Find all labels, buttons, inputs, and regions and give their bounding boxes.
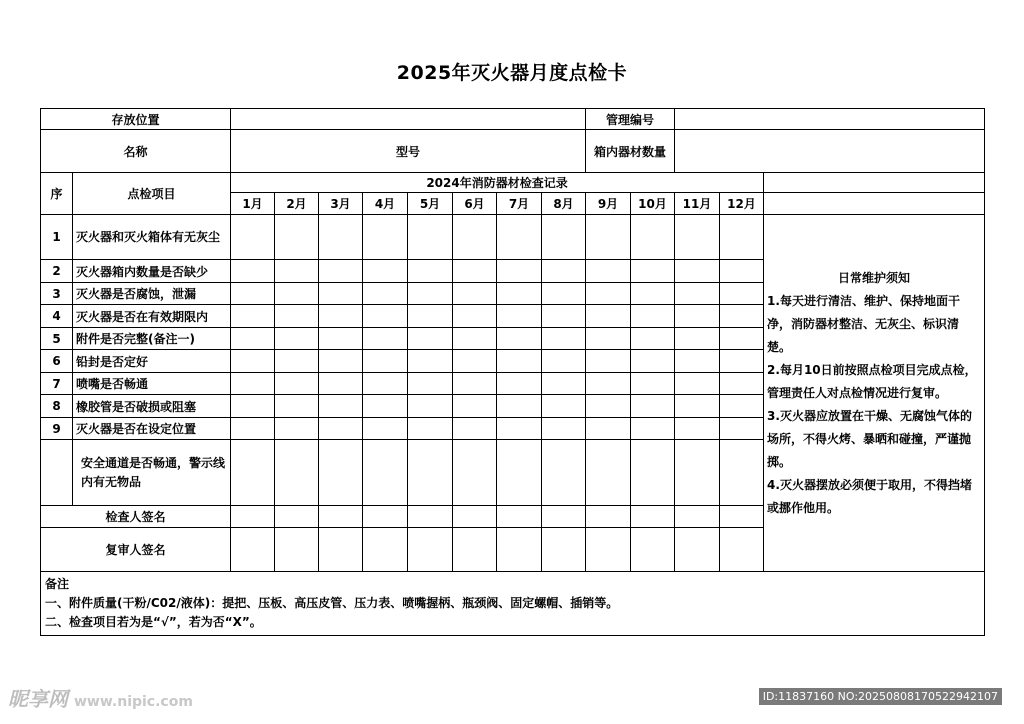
month-header: 6月 [453, 193, 497, 215]
check-cell[interactable] [275, 395, 319, 418]
check-cell[interactable] [453, 328, 497, 350]
check-cell[interactable] [631, 215, 675, 260]
month-header: 3月 [319, 193, 363, 215]
item-text: 橡胶管是否破损或阻塞 [73, 395, 231, 418]
check-cell[interactable] [542, 440, 586, 506]
check-cell[interactable] [319, 395, 363, 418]
check-cell[interactable] [497, 215, 542, 260]
maintenance-notes [764, 215, 985, 572]
signature-cell[interactable] [453, 506, 497, 528]
footer-note: 一、附件质量(干粉/C02/液体)：提把、压板、高压皮管、压力表、喷嘴握柄、瓶颈阀、固定螺帽、插销等。 [45, 596, 619, 610]
item-no: 4 [41, 305, 73, 328]
check-cell[interactable] [408, 350, 453, 373]
month-header: 9月 [586, 193, 631, 215]
signature-cell[interactable] [363, 506, 408, 528]
check-cell[interactable] [408, 260, 453, 283]
check-cell[interactable] [275, 260, 319, 283]
check-cell[interactable] [363, 440, 408, 506]
check-cell[interactable] [631, 418, 675, 440]
check-cell[interactable] [675, 283, 720, 305]
check-cell[interactable] [319, 440, 363, 506]
item-no: 5 [41, 328, 73, 350]
month-header: 11月 [675, 193, 720, 215]
check-cell[interactable] [720, 440, 764, 506]
check-cell[interactable] [497, 395, 542, 418]
check-cell[interactable] [408, 328, 453, 350]
check-cell[interactable] [408, 418, 453, 440]
check-cell[interactable] [675, 215, 720, 260]
footer-notes [41, 572, 985, 636]
signature-cell[interactable] [408, 528, 453, 572]
check-cell[interactable] [408, 440, 453, 506]
signature-cell[interactable] [231, 528, 275, 572]
item-text: 安全通道是否畅通，警示线内有无物品 [73, 440, 231, 506]
grid-header-row [41, 173, 985, 193]
month-header: 4月 [363, 193, 408, 215]
check-cell[interactable] [631, 350, 675, 373]
item-no: 6 [41, 350, 73, 373]
check-cell[interactable] [586, 328, 631, 350]
item-row [41, 215, 985, 260]
check-cell[interactable] [720, 418, 764, 440]
check-cell[interactable] [586, 350, 631, 373]
check-cell[interactable] [231, 418, 275, 440]
check-cell[interactable] [542, 215, 586, 260]
seq-header: 序 [41, 173, 73, 215]
signature-cell[interactable] [319, 528, 363, 572]
item-text: 附件是否完整(备注一) [73, 328, 231, 350]
signature-cell[interactable] [453, 528, 497, 572]
check-cell[interactable] [542, 395, 586, 418]
footer-row [41, 572, 985, 636]
month-header: 5月 [408, 193, 453, 215]
signature-cell[interactable] [497, 528, 542, 572]
check-cell[interactable] [275, 328, 319, 350]
check-cell[interactable] [408, 305, 453, 328]
check-cell[interactable] [675, 418, 720, 440]
check-cell[interactable] [363, 350, 408, 373]
header-row-name [41, 130, 985, 173]
check-cell[interactable] [363, 283, 408, 305]
reviewer-label: 复审人签名 [41, 528, 231, 572]
check-cell[interactable] [586, 440, 631, 506]
box-count-value-cell[interactable] [675, 130, 985, 173]
signature-cell[interactable] [675, 528, 720, 572]
check-cell[interactable] [586, 283, 631, 305]
item-no: 1 [41, 215, 73, 260]
check-cell[interactable] [631, 395, 675, 418]
check-cell[interactable] [363, 260, 408, 283]
check-cell[interactable] [363, 373, 408, 395]
item-no: 3 [41, 283, 73, 305]
check-cell[interactable] [720, 283, 764, 305]
check-cell[interactable] [453, 350, 497, 373]
check-cell[interactable] [586, 373, 631, 395]
item-text: 灭火器箱内数量是否缺少 [73, 260, 231, 283]
check-cell[interactable] [453, 305, 497, 328]
check-cell[interactable] [408, 373, 453, 395]
check-cell[interactable] [542, 328, 586, 350]
item-no: 9 [41, 418, 73, 440]
check-cell[interactable] [675, 260, 720, 283]
check-cell[interactable] [675, 440, 720, 506]
month-header: 12月 [720, 193, 764, 215]
check-cell[interactable] [542, 418, 586, 440]
check-cell[interactable] [319, 328, 363, 350]
check-cell[interactable] [720, 260, 764, 283]
signature-cell[interactable] [675, 506, 720, 528]
check-cell[interactable] [453, 395, 497, 418]
watermark-brand [8, 683, 193, 712]
check-cell[interactable] [631, 328, 675, 350]
check-cell[interactable] [453, 260, 497, 283]
item-text: 喷嘴是否畅通 [73, 373, 231, 395]
check-cell[interactable] [275, 305, 319, 328]
items-header: 点检项目 [73, 173, 231, 215]
check-cell[interactable] [675, 305, 720, 328]
signature-cell[interactable] [408, 506, 453, 528]
check-cell[interactable] [720, 305, 764, 328]
month-header: 1月 [231, 193, 275, 215]
check-cell[interactable] [231, 373, 275, 395]
watermark-site: www.nipic.com [74, 694, 193, 710]
item-text: 灭火器和灭火箱体有无灰尘 [73, 215, 231, 260]
check-cell[interactable] [631, 283, 675, 305]
check-cell[interactable] [497, 305, 542, 328]
item-text: 灭火器是否在设定位置 [73, 418, 231, 440]
month-header: 8月 [542, 193, 586, 215]
check-cell[interactable] [497, 418, 542, 440]
signature-cell[interactable] [275, 506, 319, 528]
watermark-brand-text: 昵享网 [8, 687, 68, 711]
maintenance-line: 2.每月10日前按照点检项目完成点检，管理责任人对点检情况进行复审。 [767, 362, 977, 400]
signature-cell[interactable] [275, 528, 319, 572]
signature-cell[interactable] [319, 506, 363, 528]
check-cell[interactable] [363, 328, 408, 350]
item-no: 2 [41, 260, 73, 283]
check-cell[interactable] [275, 283, 319, 305]
item-text: 铅封是否定好 [73, 350, 231, 373]
header-row-location [41, 109, 985, 130]
check-cell[interactable] [720, 373, 764, 395]
signature-cell[interactable] [720, 528, 764, 572]
signature-cell[interactable] [720, 506, 764, 528]
location-label: 存放位置 [41, 109, 231, 130]
check-cell[interactable] [231, 283, 275, 305]
signature-cell[interactable] [231, 506, 275, 528]
check-cell[interactable] [408, 215, 453, 260]
maintenance-line: 1.每天进行清洁、维护、保持地面干净，消防器材整洁、无灰尘、标识清楚。 [767, 293, 960, 354]
mgmt-no-label: 管理编号 [586, 109, 675, 130]
notes-header-empty-cell [764, 193, 985, 215]
watermark-id: ID:11837160 NO:20250808170522942107 [759, 688, 1002, 705]
check-cell[interactable] [542, 373, 586, 395]
check-cell[interactable] [231, 215, 275, 260]
check-cell[interactable] [275, 418, 319, 440]
check-cell[interactable] [497, 283, 542, 305]
check-cell[interactable] [720, 215, 764, 260]
check-cell[interactable] [497, 328, 542, 350]
check-cell[interactable] [231, 395, 275, 418]
check-cell[interactable] [275, 373, 319, 395]
check-cell[interactable] [453, 283, 497, 305]
check-cell[interactable] [231, 328, 275, 350]
record-header: 2024年消防器材检查记录 [231, 173, 764, 193]
item-no: 8 [41, 395, 73, 418]
month-header: 10月 [631, 193, 675, 215]
check-cell[interactable] [586, 215, 631, 260]
check-cell[interactable] [497, 350, 542, 373]
location-value-cell[interactable] [231, 109, 586, 130]
check-cell[interactable] [675, 350, 720, 373]
page-title: 2025年灭火器月度点检卡 [396, 62, 628, 84]
check-cell[interactable] [497, 260, 542, 283]
signature-cell[interactable] [586, 528, 631, 572]
footer-label: 备注 [45, 577, 70, 591]
model-label: 型号 [231, 130, 586, 173]
check-cell[interactable] [586, 418, 631, 440]
check-cell[interactable] [363, 305, 408, 328]
check-cell[interactable] [453, 373, 497, 395]
signature-cell[interactable] [586, 506, 631, 528]
maintenance-line: 4.灭火器摆放必须便于取用，不得挡堵或挪作他用。 [767, 477, 972, 515]
box-count-label: 箱内器材数量 [586, 130, 675, 173]
check-cell[interactable] [319, 373, 363, 395]
check-cell[interactable] [275, 215, 319, 260]
check-cell[interactable] [231, 440, 275, 506]
signature-cell[interactable] [631, 506, 675, 528]
check-cell[interactable] [275, 440, 319, 506]
item-text: 灭火器是否在有效期限内 [73, 305, 231, 328]
check-cell[interactable] [542, 260, 586, 283]
check-cell[interactable] [363, 395, 408, 418]
check-cell[interactable] [631, 440, 675, 506]
check-cell[interactable] [542, 283, 586, 305]
check-cell[interactable] [319, 215, 363, 260]
mgmt-no-value-cell[interactable] [675, 109, 985, 130]
footer-note: 二、检查项目若为是“√”，若为否“X”。 [45, 615, 262, 629]
check-cell[interactable] [231, 260, 275, 283]
check-cell[interactable] [675, 395, 720, 418]
check-cell[interactable] [542, 350, 586, 373]
check-cell[interactable] [586, 305, 631, 328]
check-cell[interactable] [675, 373, 720, 395]
signature-cell[interactable] [542, 506, 586, 528]
month-header: 7月 [497, 193, 542, 215]
item-no: 7 [41, 373, 73, 395]
signature-cell[interactable] [363, 528, 408, 572]
check-cell[interactable] [586, 395, 631, 418]
inspector-label: 检查人签名 [41, 506, 231, 528]
check-cell[interactable] [497, 373, 542, 395]
check-cell[interactable] [631, 260, 675, 283]
check-cell[interactable] [408, 395, 453, 418]
inspection-card-table [40, 108, 985, 636]
check-cell[interactable] [720, 328, 764, 350]
name-label: 名称 [41, 130, 231, 173]
signature-cell[interactable] [497, 506, 542, 528]
check-cell[interactable] [231, 350, 275, 373]
check-cell[interactable] [275, 350, 319, 373]
check-cell[interactable] [231, 305, 275, 328]
check-cell[interactable] [363, 215, 408, 260]
check-cell[interactable] [675, 328, 720, 350]
check-cell[interactable] [319, 418, 363, 440]
month-header: 2月 [275, 193, 319, 215]
check-cell[interactable] [453, 215, 497, 260]
signature-cell[interactable] [631, 528, 675, 572]
check-cell[interactable] [720, 350, 764, 373]
notes-header-empty-cell [764, 173, 985, 193]
check-cell[interactable] [720, 395, 764, 418]
check-cell[interactable] [453, 440, 497, 506]
item-no [41, 440, 73, 506]
check-cell[interactable] [363, 418, 408, 440]
check-cell[interactable] [319, 283, 363, 305]
check-cell[interactable] [586, 260, 631, 283]
check-cell[interactable] [408, 283, 453, 305]
check-cell[interactable] [631, 305, 675, 328]
check-cell[interactable] [319, 350, 363, 373]
maintenance-title: 日常维护须知 [838, 270, 911, 285]
check-cell[interactable] [319, 305, 363, 328]
check-cell[interactable] [497, 440, 542, 506]
check-cell[interactable] [319, 260, 363, 283]
check-cell[interactable] [453, 418, 497, 440]
maintenance-line: 3.灭火器应放置在干燥、无腐蚀气体的场所，不得火烤、暴晒和碰撞，严谨抛掷。 [767, 408, 972, 469]
item-text: 灭火器是否腐蚀，泄漏 [73, 283, 231, 305]
signature-cell[interactable] [542, 528, 586, 572]
check-cell[interactable] [542, 305, 586, 328]
check-cell[interactable] [631, 373, 675, 395]
